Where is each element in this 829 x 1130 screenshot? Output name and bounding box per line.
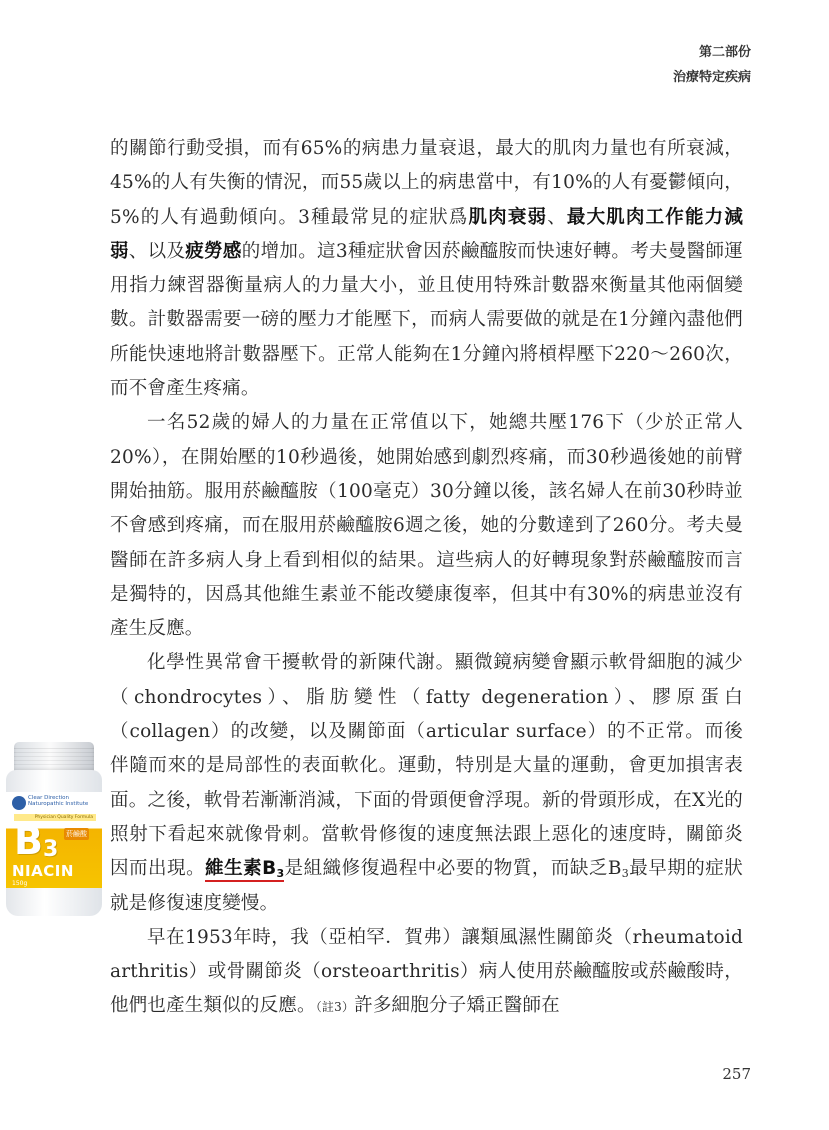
paragraph-1: 的關節行動受損，而有65%的病患力量衰退，最大的肌肉力量也有所衰減，45%的人有失衡的情況，而55歲以上的病患當中，有10%的人有憂鬱傾向，5%的人有過動傾向。3種最常見的症狀爲肌肉衰弱、最大肌肉工作能力減弱、以及疲勞感的增加。這3種症狀會因菸鹼醯胺而快速好轉。考夫曼醫師運用指力練習器衡量病人的力量大小，並且使用特殊計數器來衡量其他兩個變數。計數器需要一磅的壓力才能壓下，而病人需要做的就是在1分鐘內盡他們所能快速地將計數器壓下。正常人能夠在1分鐘內將槓桿壓下220～260次，而不會產生疼痛。 bbox=[110, 138, 744, 400]
body-text bbox=[110, 132, 743, 1025]
niacin-bottle-image bbox=[6, 742, 102, 916]
b3-logo: B3 bbox=[14, 819, 59, 863]
vitamin-b3-highlight: 維生素$B_3$ bbox=[205, 858, 285, 881]
brand-logo-icon bbox=[12, 796, 26, 810]
page-number: 257 bbox=[722, 1065, 751, 1083]
paragraph-2: 一名52歲的婦人的力量在正常值以下，她總共壓176下（少於正常人20%），在開始壓的10秒過後，她開始感到劇烈疼痛，而30秒過後她的前臂開始抽筋。服用菸鹼醯胺（100毫克）30分鐘以後，該名婦人在前30秒時並不會感到疼痛，而在服用菸鹼醯胺6週之後，她的分數達到了260分。考夫曼醫師在許多病人身上看到相似的結果。這些病人的好轉現象對菸鹼醯胺而言是獨特的，因爲其他維生素並不能改變康復率，但其中有30%的病患並沒有產生反應。 bbox=[110, 412, 743, 640]
bottle-body bbox=[6, 770, 102, 916]
brand-name: Clear Direction Naturopathic Institute bbox=[28, 795, 89, 807]
bold-term: 最大肌肉工作能力減弱 bbox=[110, 206, 744, 262]
product-name: NIACIN bbox=[12, 862, 74, 880]
product-chinese-name: 菸鹼酸 bbox=[66, 830, 87, 838]
paragraph-3: 化學性異常會干擾軟骨的新陳代謝。顯微鏡病變會顯示軟骨細胞的減少（chondrocytes）、脂肪變性（fatty degeneration）、膠原蛋白（collagen）的改變，以及關節面（articular surface）的不正常。而後伴隨而來的是局部性的表面軟化。運動，特別是大量的運動，會更加損害表面。之後，軟骨若漸漸消減，下面的骨頭便會浮現。新的骨頭形成，在X光的照射下看起來就像骨刺。當軟骨修復的速度無法跟上惡化的速度時，關節炎因而出現。維生素$B_3$是組織修復過程中必要的物質，而缺乏$B_3$最早期的症狀就是修復速度變慢。 bbox=[110, 652, 744, 914]
product-quantity: 150g bbox=[12, 880, 28, 887]
header-subtitle: 治療特定疾病 bbox=[672, 70, 751, 85]
grade-strip: Physician Quality Formula bbox=[14, 814, 96, 821]
footnote-reference: （註3） bbox=[315, 1000, 355, 1015]
bottle-cap bbox=[14, 742, 94, 772]
running-header bbox=[673, 40, 751, 90]
bold-term: 肌肉衰弱 bbox=[468, 206, 548, 228]
paragraph-4: 早在1953年時，我（亞柏罕．賀弗）讓類風濕性關節炎（rheumatoid arthritis）或骨關節炎（orsteoarthritis）病人使用菸鹼醯胺或菸鹼酸時，他們也產生類似的反應。（註3）許多細胞分子矯正醫師在 bbox=[110, 926, 743, 1017]
bold-term: 疲勞感 bbox=[185, 240, 242, 262]
header-part: 第二部份 bbox=[698, 45, 751, 60]
